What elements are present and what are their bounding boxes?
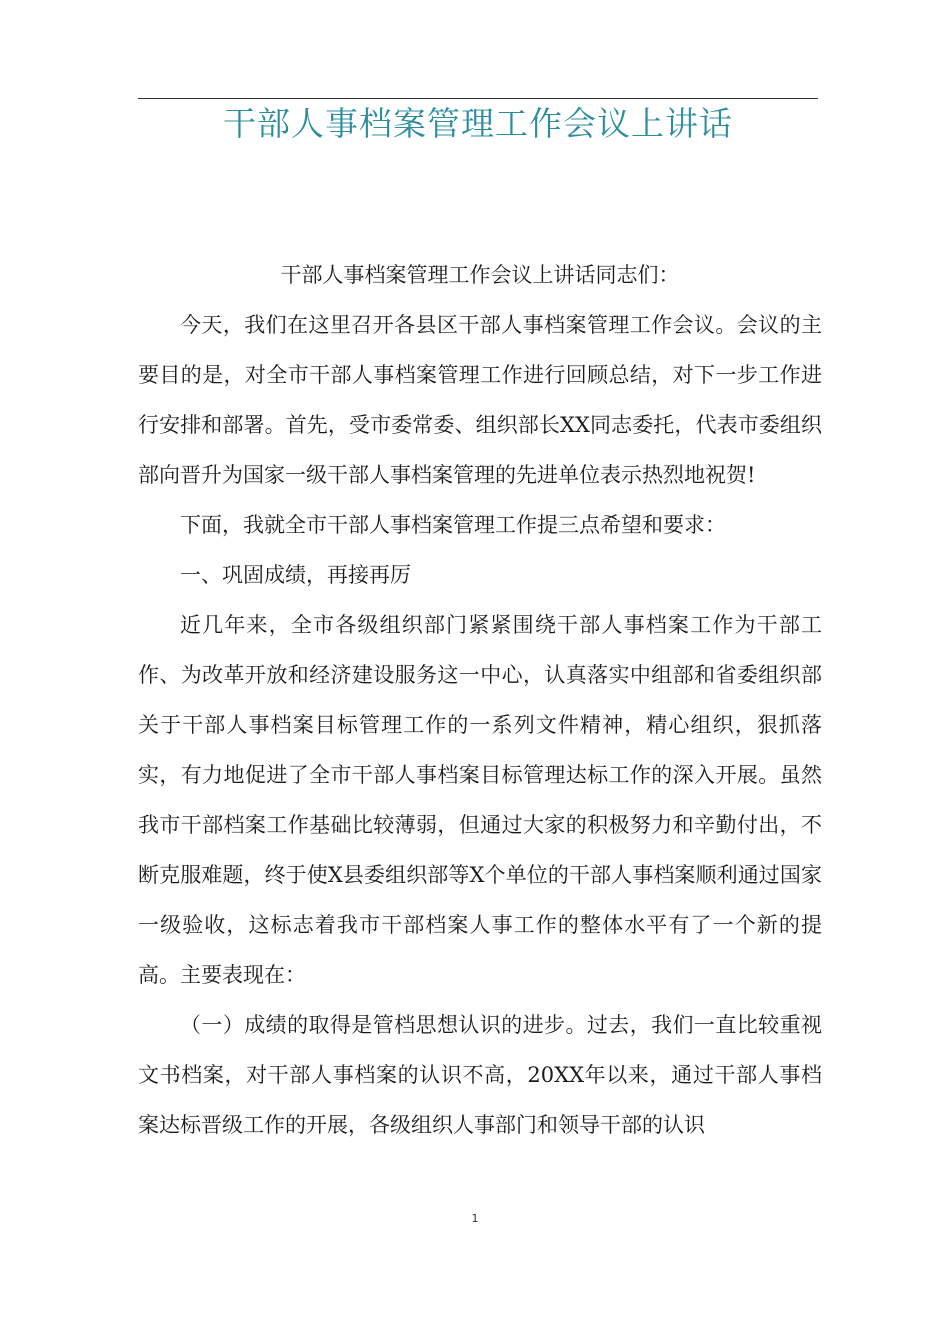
- body-paragraph: 下面，我就全市干部人事档案管理工作提三点希望和要求：: [180, 513, 726, 537]
- document-title: 干部人事档案管理工作会议上讲话: [223, 104, 733, 143]
- section-heading: 一、巩固成绩，再接再厉: [180, 563, 411, 587]
- document-body: [138, 250, 822, 1150]
- page-number: 1: [471, 1212, 479, 1225]
- salutation-paragraph: 干部人事档案管理工作会议上讲话同志们：: [280, 263, 680, 287]
- body-paragraph: 近几年来，全市各级组织部门紧紧围绕干部人事档案工作为干部工作、为改革开放和经济建设服务这一中心，认真落实中组部和省委组织部关于干部人事档案目标管理工作的一系列文件精神，精心组织，狠抓落实，有力地促进了全市干部人事档案目标管理达标工作的深入开展。虽然我市干部档案工作基础比较薄弱，但通过大家的积极努力和辛勤付出，不断克服难题，终于使X县委组织部等X个单位的干部人事档案顺利通过国家一级验收，这标志着我市干部档案人事工作的整体水平有了一个新的提高。主要表现在：: [138, 613, 822, 987]
- body-paragraph: 今天，我们在这里召开各县区干部人事档案管理工作会议。会议的主要目的是，对全市干部人事档案管理工作进行回顾总结，对下一步工作进行安排和部署。首先，受市委常委、组织部长XX同志委托，代表市委组织部向晋升为国家一级干部人事档案管理的先进单位表示热烈地祝贺!: [138, 313, 822, 487]
- body-paragraph: （一）成绩的取得是管档思想认识的进步。过去，我们一直比较重视文书档案，对干部人事档案的认识不高，20XX年以来，通过干部人事档案达标晋级工作的开展，各级组织人事部门和领导干部的认识: [138, 1013, 822, 1137]
- header-rule: [138, 98, 818, 99]
